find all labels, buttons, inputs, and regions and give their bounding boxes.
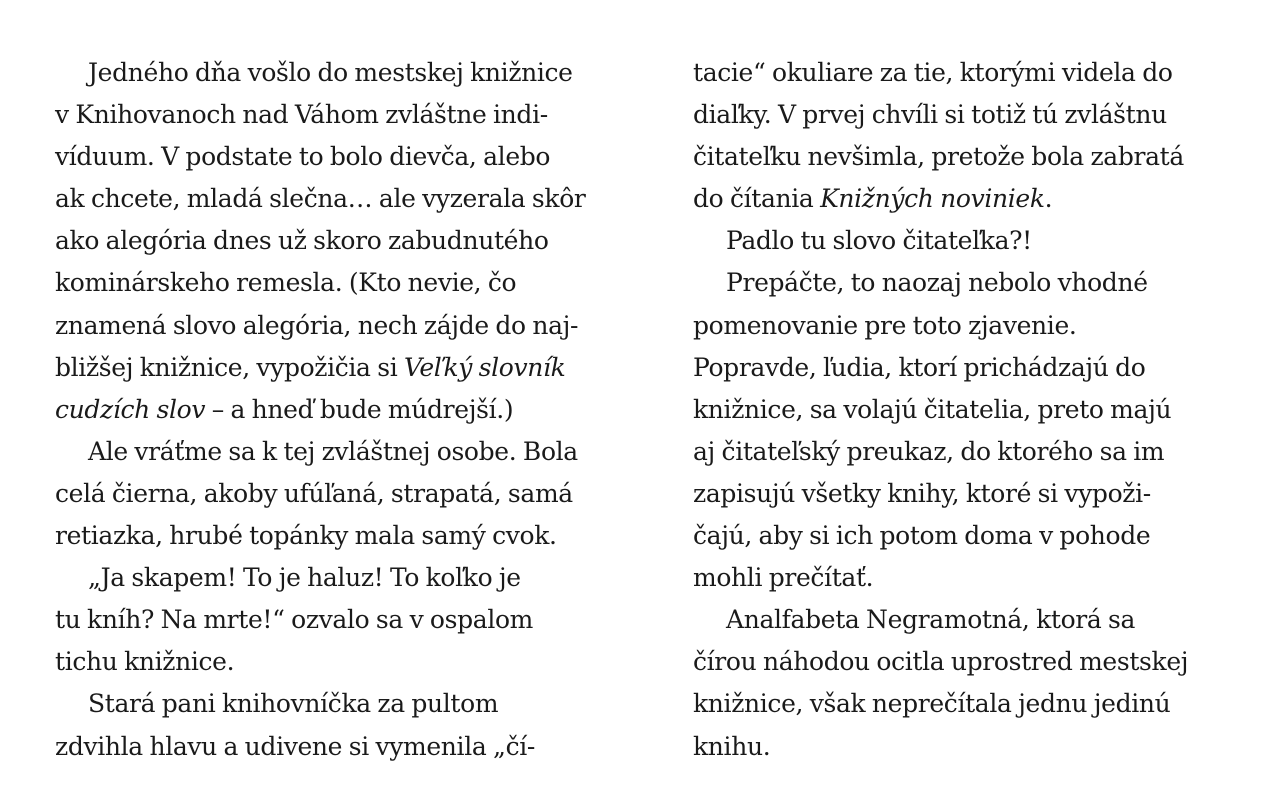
text-line <box>55 431 589 473</box>
text-line <box>693 94 1227 136</box>
text-line <box>693 557 1227 599</box>
text-line <box>693 599 1227 641</box>
line-text: znamená slovo alegória, nech zájde do naj- <box>55 310 579 340</box>
text-line <box>693 473 1227 515</box>
left-page-text <box>55 52 589 768</box>
text-line <box>55 305 589 347</box>
text-line <box>693 178 1227 220</box>
text-line <box>55 389 589 431</box>
text-line <box>693 515 1227 557</box>
line-text: diaľky. V prvej chvíli si totiž tú zvláštnu <box>693 100 1167 130</box>
text-line <box>693 641 1227 683</box>
text-line <box>693 220 1227 262</box>
line-text: zapisujú všetky knihy, ktoré si vypoži- <box>693 478 1151 508</box>
line-text: pomenovanie pre toto zjavenie. <box>693 310 1077 340</box>
text-line <box>693 136 1227 178</box>
line-text: knižnice, však neprečítala jednu jedinú <box>693 689 1171 719</box>
line-text: mohli prečítať. <box>693 563 874 593</box>
line-text: ako alegória dnes už skoro zabudnutého <box>55 226 549 256</box>
right-page-text <box>693 52 1227 768</box>
italic-title-text: cudzích slov <box>55 394 206 424</box>
line-text: knihu. <box>693 731 771 761</box>
line-text: celá čierna, akoby ufúľaná, strapatá, samá <box>55 478 573 508</box>
line-text: tu kníh? Na mrte!“ ozvalo sa v ospalom <box>55 605 534 635</box>
italic-title-text: Knižných noviniek <box>820 184 1045 214</box>
text-line <box>55 557 589 599</box>
text-line <box>693 726 1227 768</box>
text-line <box>55 220 589 262</box>
line-text: – a hneď bude múdrejší.) <box>205 394 514 424</box>
line-text: „Ja skapem! To je haluz! To koľko je <box>88 563 521 593</box>
text-line <box>55 347 589 389</box>
text-line <box>55 599 589 641</box>
text-line <box>693 389 1227 431</box>
text-line <box>55 726 589 768</box>
line-text: čírou náhodou ocitla uprostred mestskej <box>693 647 1189 677</box>
line-text: kominárskeho remesla. (Kto nevie, čo <box>55 268 517 298</box>
text-line <box>55 52 589 94</box>
line-text: Ale vráťme sa k tej zvláštnej osobe. Bola <box>88 436 578 466</box>
line-text: ak chcete, mladá slečna… ale vyzerala skôr <box>55 184 586 214</box>
line-text: bližšej knižnice, vypožičia si <box>55 352 404 382</box>
text-line <box>693 347 1227 389</box>
line-text: čajú, aby si ich potom doma v pohode <box>693 521 1151 551</box>
line-text: tacie“ okuliare za tie, ktorými videla do <box>693 58 1173 87</box>
line-text: Popravde, ľudia, ktorí prichádzajú do <box>693 352 1146 382</box>
text-line <box>693 262 1227 304</box>
line-text: do čítania <box>693 184 821 214</box>
text-line <box>55 94 589 136</box>
text-line <box>693 305 1227 347</box>
line-text: aj čitateľský preukaz, do ktorého sa im <box>693 436 1165 466</box>
line-text: víduum. V podstate to bolo dievča, alebo <box>55 142 551 172</box>
line-text: tichu knižnice. <box>55 647 235 677</box>
line-text: v Knihovanoch nad Váhom zvláštne indi- <box>55 100 548 130</box>
line-text: . <box>1044 184 1053 214</box>
text-line <box>55 515 589 557</box>
text-line <box>55 136 589 178</box>
text-line <box>55 683 589 725</box>
line-text: Analfabeta Negramotná, ktorá sa <box>726 605 1136 635</box>
text-line <box>693 431 1227 473</box>
line-text: Stará pani knihovníčka za pultom <box>88 689 499 719</box>
italic-title-text: Veľký slovník <box>403 352 566 382</box>
text-line <box>55 641 589 683</box>
line-text: čitateľku nevšimla, pretože bola zabratá <box>693 142 1184 172</box>
text-line <box>55 178 589 220</box>
line-text: knižnice, sa volajú čitatelia, preto majú <box>693 394 1172 424</box>
line-text: Jedného dňa vošlo do mestskej knižnice <box>88 58 573 87</box>
text-line <box>693 52 1227 94</box>
text-line <box>55 262 589 304</box>
line-text: zdvihla hlavu a udivene si vymenila „čí- <box>55 731 535 761</box>
line-text: Prepáčte, to naozaj nebolo vhodné <box>726 268 1148 298</box>
line-text: retiazka, hrubé topánky mala samý cvok. <box>55 521 557 551</box>
line-text: Padlo tu slovo čitateľka?! <box>726 226 1032 256</box>
text-line <box>693 683 1227 725</box>
text-line <box>55 473 589 515</box>
